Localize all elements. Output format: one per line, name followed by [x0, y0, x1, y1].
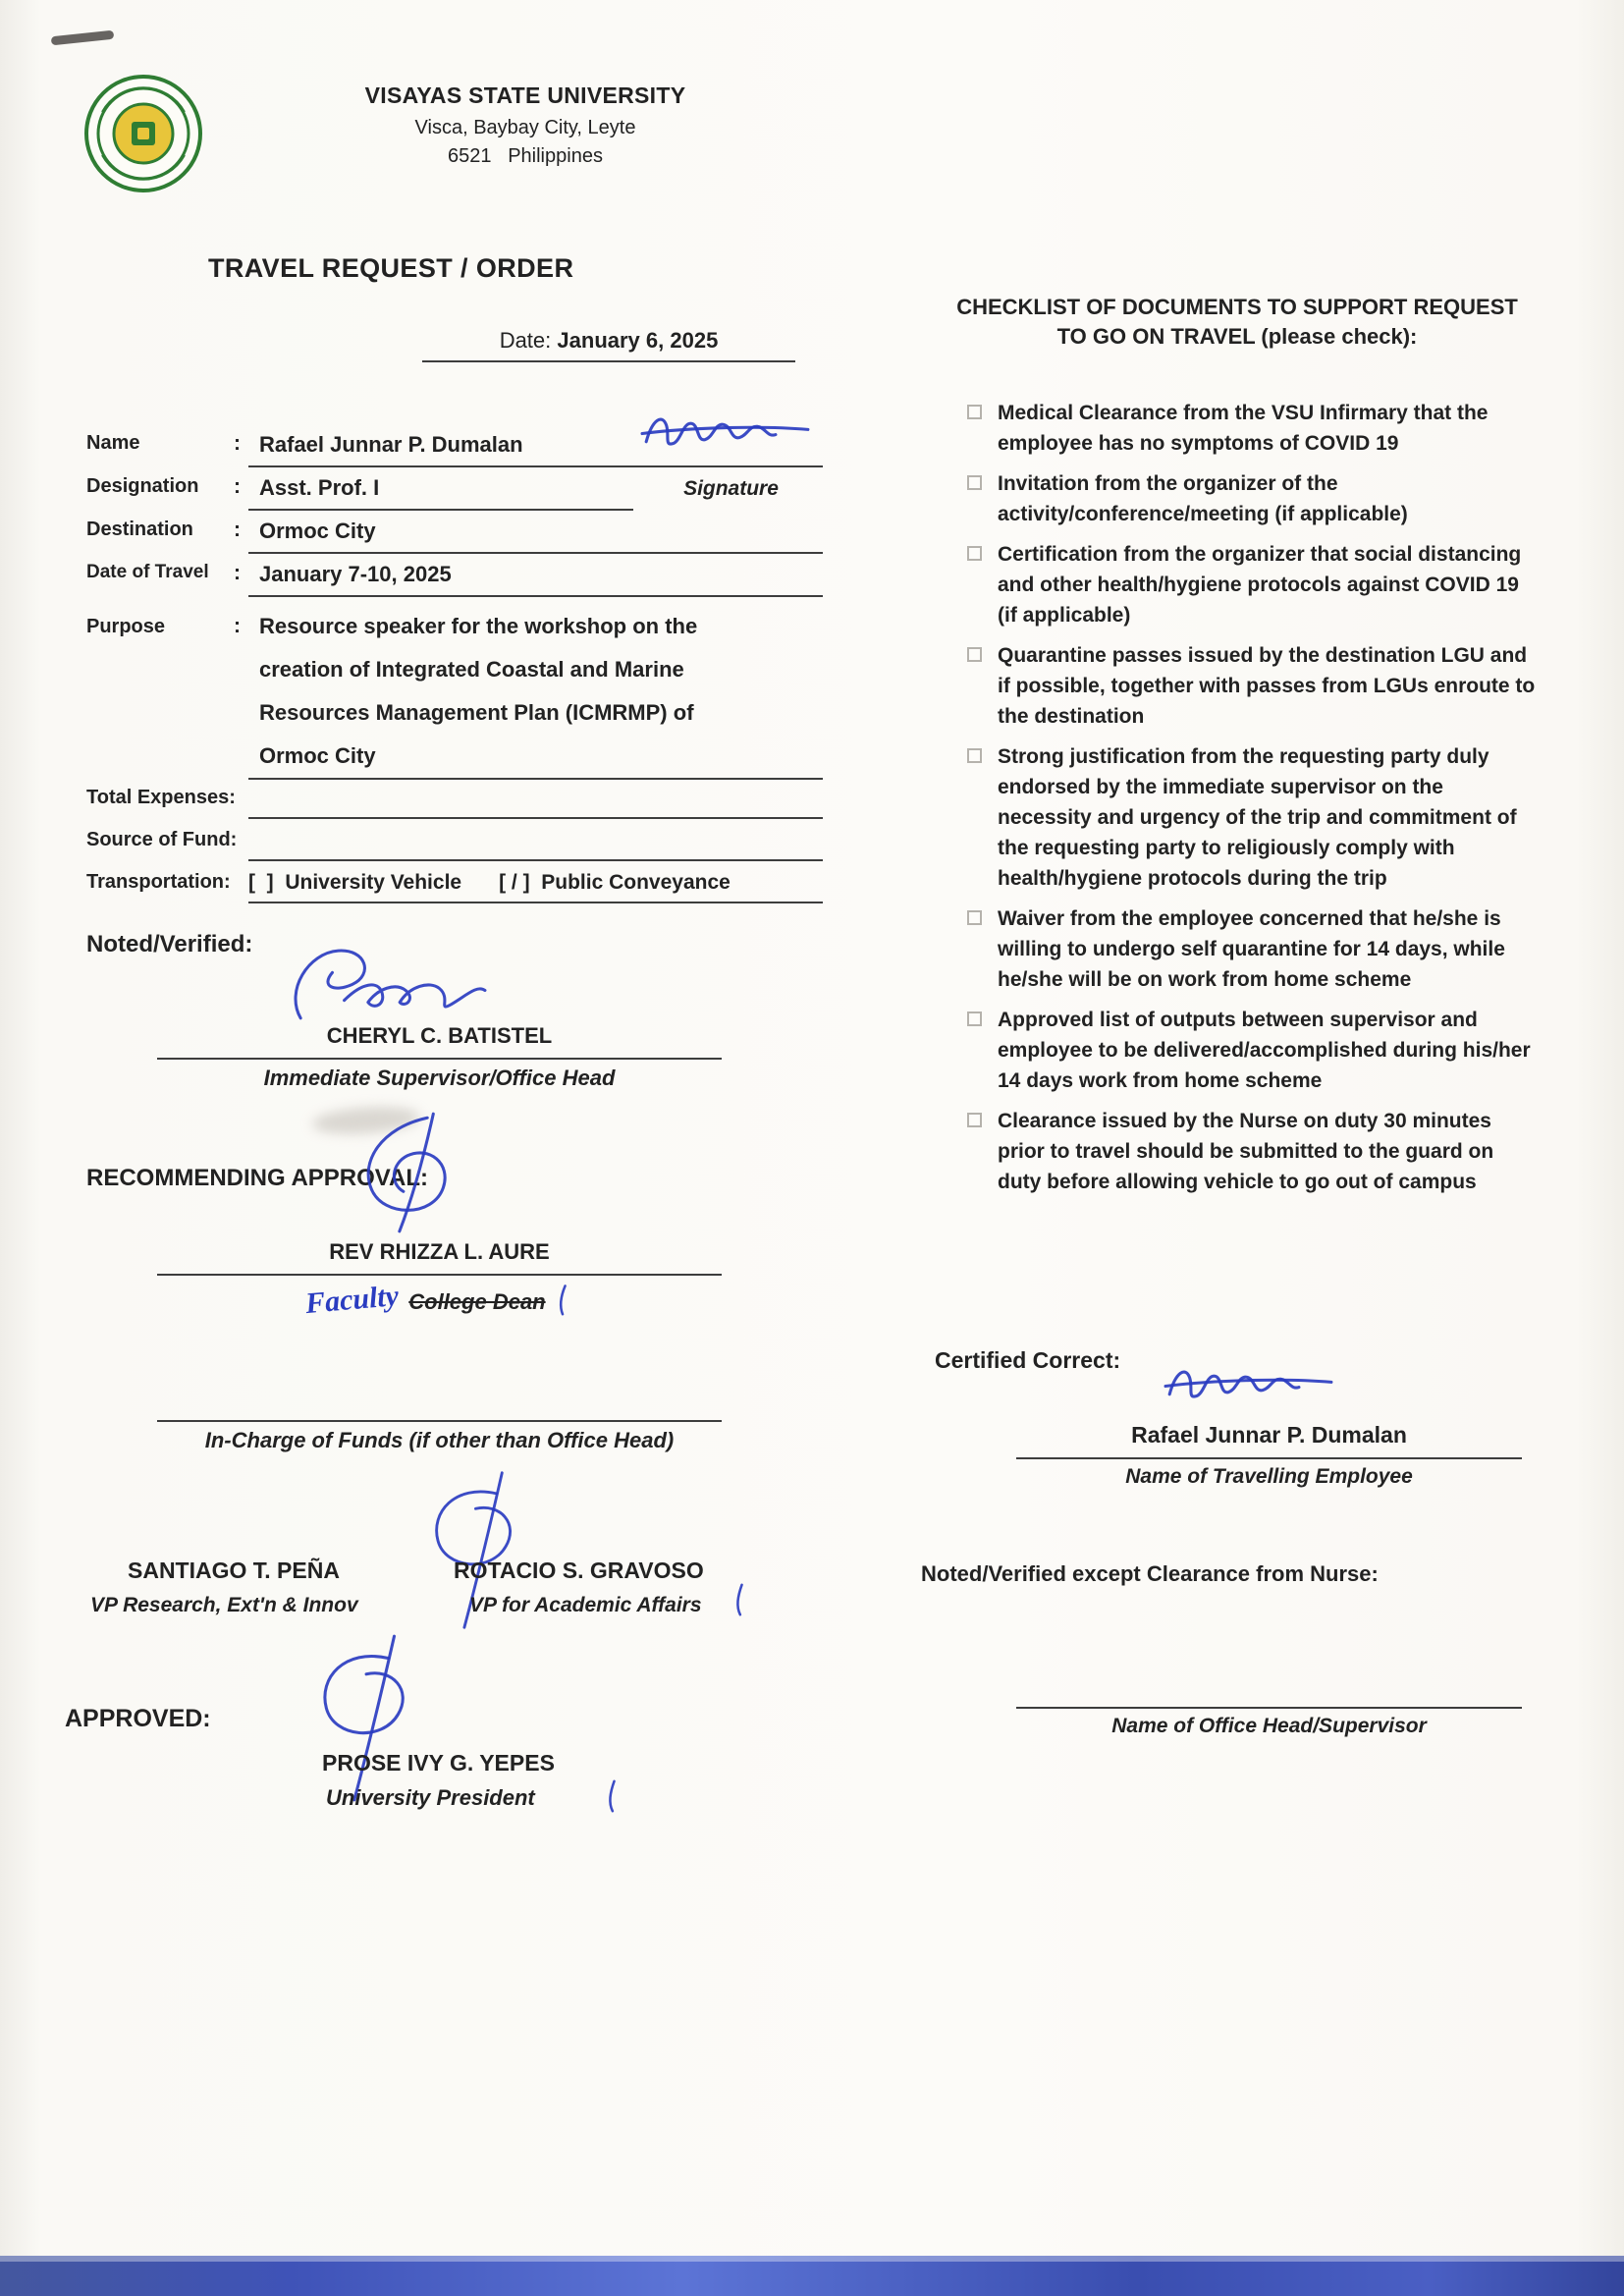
- destination-underline: [248, 552, 823, 554]
- vp1-name: SANTIAGO T. PEÑA: [128, 1558, 340, 1583]
- checklist-title-line1: CHECKLIST OF DOCUMENTS TO SUPPORT REQUEST: [956, 295, 1518, 319]
- office-head-blank-line: [1016, 1669, 1522, 1709]
- purpose-line-2: creation of Integrated Coastal and Marine: [259, 657, 684, 682]
- checkbox-icon: [967, 647, 982, 662]
- transportation-field: [86, 871, 833, 895]
- colon: :: [234, 519, 241, 541]
- date-value: January 6, 2025: [557, 328, 719, 353]
- dean-title-row: [157, 1276, 722, 1321]
- destination-label: Destination: [86, 519, 193, 540]
- transport-university-vehicle: [ ] University Vehicle: [248, 871, 462, 894]
- signature-president: [304, 1630, 424, 1810]
- designation-value: Asst. Prof. I: [259, 475, 380, 500]
- name-label: Name: [86, 432, 140, 454]
- noted-verified-label: Noted/Verified:: [86, 931, 253, 957]
- checklist-item-text: Approved list of outputs between supervisor and employee to be delivered/accomplished during his/her 14 days work from home scheme: [998, 1009, 1531, 1092]
- checklist-item: [967, 1106, 1539, 1197]
- scan-artifact-mark: [51, 30, 115, 46]
- certified-correct-label: Certified Correct:: [935, 1347, 1121, 1373]
- letterhead: [280, 82, 771, 168]
- dean-title: College Dean: [408, 1289, 546, 1314]
- office-head-signatory: [1016, 1669, 1522, 1738]
- colon: :: [234, 475, 241, 498]
- handwritten-faculty: Faculty: [303, 1279, 401, 1321]
- funds-blank-line: [157, 1377, 722, 1422]
- checkbox-icon: [967, 1011, 982, 1026]
- total-expenses-field: [86, 787, 833, 809]
- dean-name: REV RHIZZA L. AURE: [157, 1239, 722, 1276]
- transportation-label: Transportation:: [86, 871, 231, 893]
- destination-field: [86, 519, 833, 544]
- checkbox-icon: [967, 748, 982, 763]
- employee-signatory: [1016, 1422, 1522, 1489]
- transportation-underline: [248, 902, 823, 903]
- checklist-item: [967, 539, 1539, 630]
- vp2-name: ROTACIO S. GRAVOSO: [454, 1558, 704, 1583]
- university-address-line2: 6521 Philippines: [448, 145, 603, 167]
- vp2-title: VP for Academic Affairs: [469, 1594, 702, 1616]
- checklist-item: [967, 903, 1539, 995]
- destination-value: Ormoc City: [259, 519, 376, 543]
- funds-title: In-Charge of Funds (if other than Office Head): [204, 1428, 675, 1452]
- checkbox-icon: [967, 1113, 982, 1127]
- signature-employee: [640, 405, 812, 466]
- vp1-title: VP Research, Ext'n & Innov: [90, 1594, 358, 1616]
- purpose-value: [259, 605, 697, 778]
- checkbox-icon: [967, 910, 982, 925]
- checklist-item: [967, 398, 1539, 459]
- supervisor-title: Immediate Supervisor/Office Head: [263, 1066, 616, 1090]
- noted-except-nurse-label: Noted/Verified except Clearance from Nurse:: [921, 1561, 1379, 1586]
- checklist-item-text: Waiver from the employee concerned that he/she is willing to undergo self quarantine for 14 days, while he/she will be on work from home scheme: [998, 907, 1505, 991]
- colon: :: [234, 562, 241, 584]
- supervisor-name: CHERYL C. BATISTEL: [157, 1023, 722, 1060]
- purpose-underline: [248, 778, 823, 780]
- checklist-item: [967, 640, 1539, 732]
- checklist-item: [967, 1005, 1539, 1096]
- date-field: [422, 328, 795, 362]
- president-name: PROSE IVY G. YEPES: [322, 1750, 555, 1776]
- ink-tick-icon: [729, 1579, 750, 1625]
- source-of-fund-underline: [248, 859, 823, 861]
- travel-date-field: [86, 562, 833, 587]
- page-title: TRAVEL REQUEST / ORDER: [208, 253, 574, 283]
- checklist-item-text: Invitation from the organizer of the activity/conference/meeting (if applicable): [998, 472, 1408, 525]
- date-label: Date:: [499, 328, 552, 353]
- travel-date-value: January 7-10, 2025: [259, 562, 452, 586]
- purpose-label: Purpose: [86, 616, 166, 637]
- designation-underline: [248, 509, 633, 511]
- approved-label: APPROVED:: [65, 1705, 211, 1732]
- checklist-item-text: Certification from the organizer that social distancing and other health/hygiene protocols against COVID 19 (if applicable): [998, 543, 1522, 627]
- source-of-fund-label: Source of Fund:: [86, 829, 238, 850]
- designation-field: [86, 475, 833, 501]
- checklist-item-text: Strong justification from the requesting party duly endorsed by the immediate supervisor on the necessity and urgency of the trip and commitment of the requesting party to religiously comply with health/hygiene protocols during the trip: [998, 745, 1517, 890]
- purpose-line-1: Resource speaker for the workshop on the: [259, 614, 698, 638]
- ink-tick-icon: [601, 1776, 623, 1822]
- checklist-item-text: Clearance issued by the Nurse on duty 30 minutes prior to travel should be submitted to the guard on duty before allowing vehicle to go out of campus: [998, 1110, 1494, 1193]
- employee-name: Rafael Junnar P. Dumalan: [1016, 1422, 1522, 1459]
- ink-tick-icon: [552, 1282, 573, 1317]
- purpose-line-4: Ormoc City: [259, 743, 376, 768]
- colon: :: [234, 432, 241, 455]
- checkbox-icon: [967, 405, 982, 419]
- president-title: University President: [326, 1785, 535, 1810]
- dean-signatory: [157, 1239, 722, 1321]
- name-value: Rafael Junnar P. Dumalan: [259, 432, 523, 457]
- colon: :: [234, 615, 241, 637]
- checklist-item: [967, 468, 1539, 529]
- signature-dean: [342, 1106, 481, 1240]
- university-address-line1: Visca, Baybay City, Leyte: [414, 117, 636, 138]
- purpose-field: [86, 605, 833, 778]
- signature-label: Signature: [683, 477, 779, 500]
- checklist-title: [938, 293, 1537, 351]
- checklist: [967, 398, 1539, 1207]
- checklist-item-text: Medical Clearance from the VSU Infirmary that the employee has no symptoms of COVID 19: [998, 402, 1489, 455]
- transport-public-conveyance: [ / ] Public Conveyance: [499, 871, 731, 894]
- checklist-item-text: Quarantine passes issued by the destination LGU and if possible, together with passes from LGUs enroute to the destination: [998, 644, 1536, 728]
- source-of-fund-field: [86, 829, 833, 851]
- designation-label: Designation: [86, 475, 199, 497]
- checklist-title-line2: TO GO ON TRAVEL (please check):: [1056, 323, 1418, 349]
- university-name: VISAYAS STATE UNIVERSITY: [364, 82, 686, 108]
- scan-edge-bar: [0, 2256, 1624, 2296]
- checkbox-icon: [967, 546, 982, 561]
- employee-title: Name of Travelling Employee: [1125, 1465, 1413, 1488]
- total-expenses-underline: [248, 817, 823, 819]
- funds-signatory: [157, 1377, 722, 1453]
- office-head-title: Name of Office Head/Supervisor: [1111, 1715, 1427, 1737]
- travel-date-underline: [248, 595, 823, 597]
- signature-employee-certified: [1164, 1357, 1335, 1419]
- supervisor-signatory: [157, 1023, 722, 1091]
- checklist-item: [967, 741, 1539, 894]
- travel-date-label: Date of Travel: [86, 562, 209, 582]
- university-seal-icon: [82, 73, 204, 199]
- recommending-approval-label: RECOMMENDING APPROVAL:: [86, 1165, 428, 1191]
- purpose-line-3: Resources Management Plan (ICMRMP) of: [259, 700, 694, 725]
- checkbox-icon: [967, 475, 982, 490]
- total-expenses-label: Total Expenses:: [86, 787, 236, 808]
